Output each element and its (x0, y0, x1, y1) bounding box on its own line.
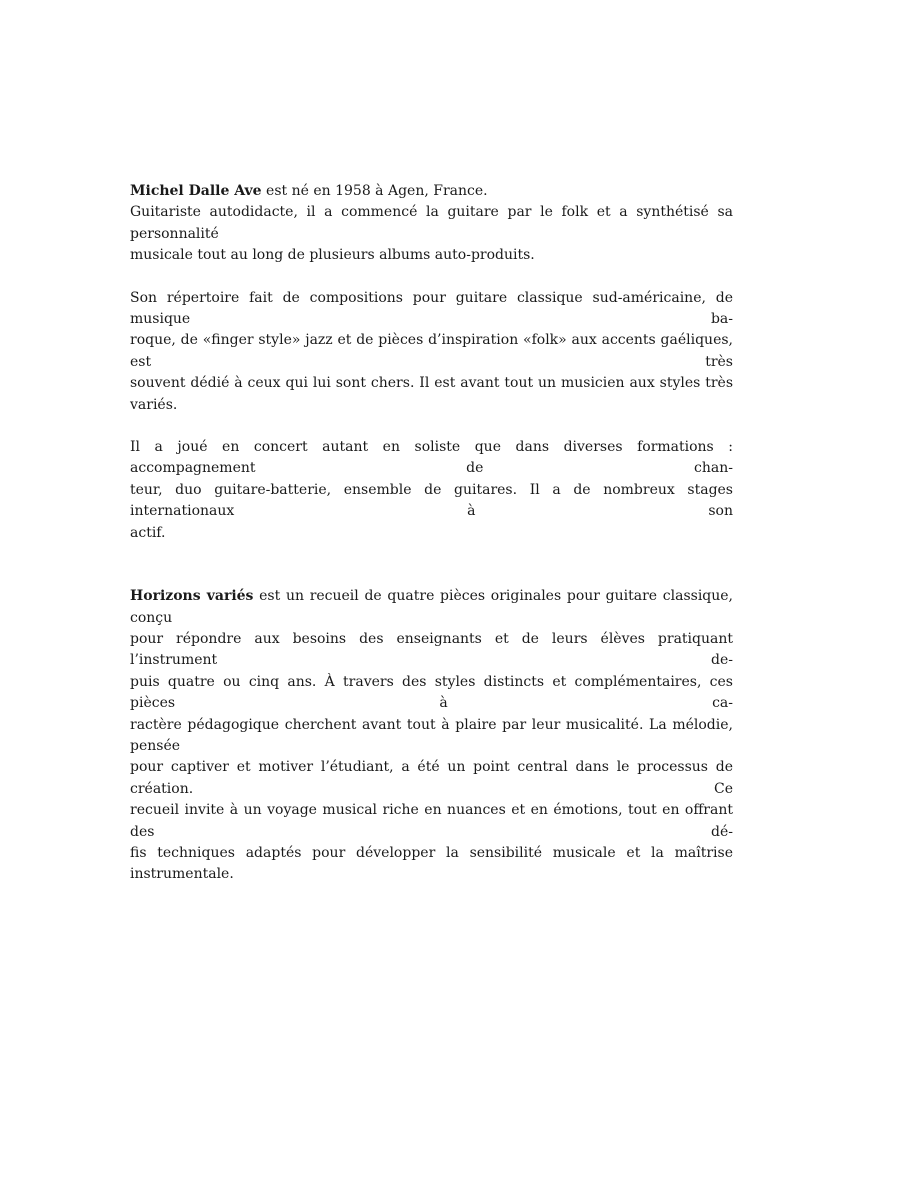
text-line: Il a joué en concert autant en soliste que dans diverses formations : accompagnement de chan- (130, 439, 733, 477)
text-line: pour répondre aux besoins des enseignants et de leurs élèves pratiquant l’instrument de- (130, 630, 733, 669)
bio-intro-line (130, 181, 733, 202)
text-line: ractère pédagogique cherchent avant tout à plaire par leur musicalité. La mélodie, pensée (130, 716, 733, 754)
bio-paragraph-2 (130, 288, 733, 416)
book-intro-text: est un recueil de quatre pièces originales pour guitare classique, conçu (130, 588, 734, 626)
text-line: Guitariste autodidacte, il a commencé la guitare par le folk et a synthétisé sa personnalité (130, 204, 733, 242)
bio-paragraph-3 (130, 437, 733, 544)
text-line: souvent dédié à ceux qui lui sont chers. Il est avant tout un musicien aux styles très variés. (130, 375, 733, 413)
text-line: Son répertoire fait de compositions pour guitare classique sud-américaine, de musique ba- (130, 289, 733, 328)
text-line: pour captiver et motiver l’étudiant, a été un point central dans le processus de création. Ce (130, 759, 733, 797)
book-intro-line (130, 586, 733, 629)
book-description-paragraph (130, 586, 733, 886)
bio-intro-text: est né en 1958 à Agen, France. (261, 183, 488, 199)
text-line: actif. (130, 524, 166, 541)
document-page (130, 181, 733, 886)
section-spacer (130, 565, 733, 586)
text-line: roque, de «finger style» jazz et de pièces d’inspiration «folk» aux accents gaéliques, est très (130, 332, 733, 370)
text-line: musicale tout au long de plusieurs albums auto-produits. (130, 247, 535, 264)
text-line: puis quatre ou cinq ans. À travers des styles distincts et complémentaires, ces pièces à ca- (130, 673, 733, 712)
book-title: Horizons variés (130, 588, 254, 605)
bio-paragraph-1 (130, 181, 733, 267)
text-line: fis techniques adaptés pour développer la sensibilité musicale et la maîtrise instrumentale. (130, 844, 733, 883)
text-line: recueil invite à un voyage musical riche en nuances et en émotions, tout en offrant des dé- (130, 802, 733, 840)
text-line: teur, duo guitare-batterie, ensemble de guitares. Il a de nombreux stages internationaux à son (130, 481, 733, 520)
author-name: Michel Dalle Ave (130, 183, 262, 199)
